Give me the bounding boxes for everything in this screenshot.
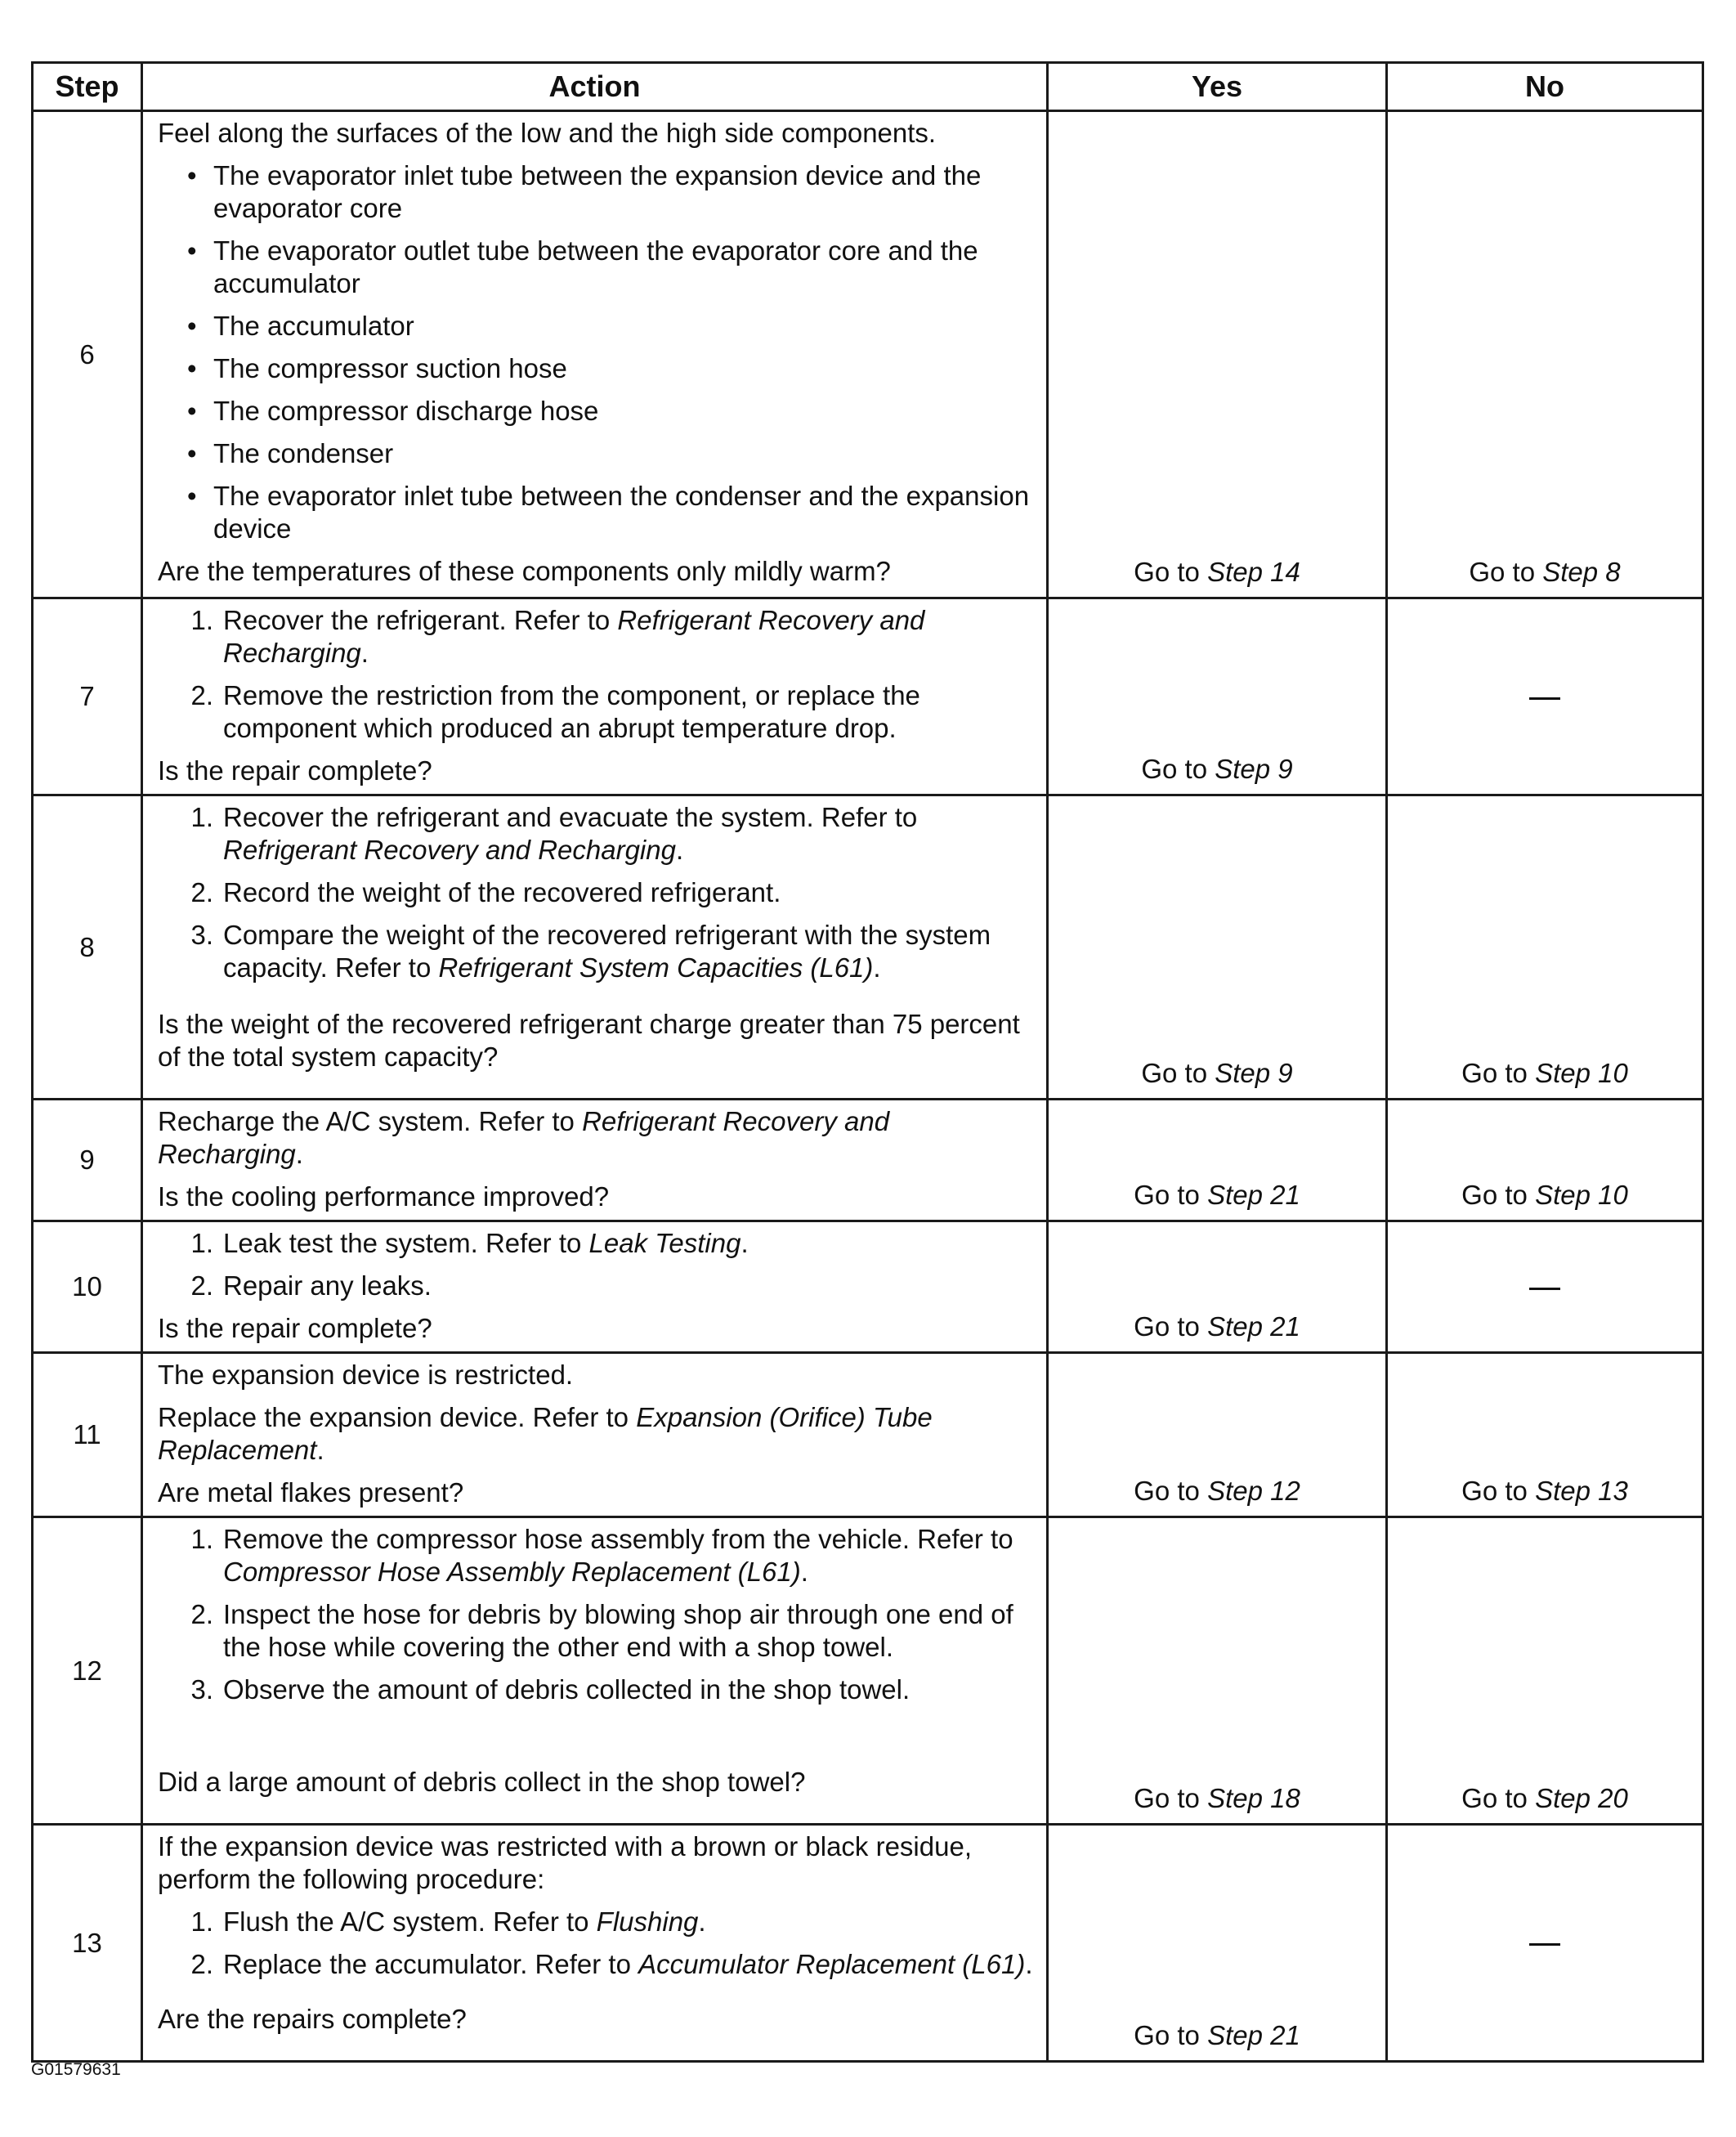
yes-cell [1048,1100,1387,1221]
goto-prefix: Go to [1461,1783,1528,1813]
text: Observe the amount of debris collected in the shop towel. [223,1674,911,1705]
yes-cell [1048,598,1387,795]
punctuation: . [316,1435,324,1465]
header-yes: Yes [1048,63,1387,111]
item-number: 3. [190,920,213,950]
text: Replace the accumulator. Refer to [223,1949,631,1979]
table-body [33,111,1703,2062]
no-answer-dash [1529,1288,1560,1290]
numbered-item [158,801,1035,867]
numbered-list [158,1906,1035,1981]
step-number: 12 [33,1517,142,1825]
no-cell [1387,795,1703,1100]
no-cell [1387,1353,1703,1517]
yes-cell [1048,1221,1387,1353]
punctuation: . [698,1906,706,1937]
item-number: 1. [190,1228,213,1258]
action-paragraph [158,1830,1035,1896]
bullet-item: • The compressor discharge hose [158,395,1035,428]
text: Recover the refrigerant. Refer to [223,605,611,635]
header-row [33,63,1703,111]
goto-prefix: Go to [1461,1476,1528,1506]
reference-link: Accumulator Replacement (L61) [638,1949,1026,1979]
goto-prefix: Go to [1134,1783,1200,1813]
no-cell [1387,1517,1703,1825]
item-number: 3. [190,1674,213,1705]
text: If the expansion device was restricted with a brown or black residue, perform the following procedure: [158,1831,972,1894]
step-number: 7 [33,598,142,795]
numbered-item [158,679,1035,745]
numbered-item [158,876,1035,909]
goto-prefix: Go to [1134,557,1200,587]
bullet-item: • The evaporator outlet tube between the evaporator core and the accumulator [158,235,1035,300]
goto-prefix: Go to [1134,1311,1200,1342]
goto-step-ref: Step 21 [1207,1311,1300,1342]
step-number: 8 [33,795,142,1100]
text: Recharge the A/C system. Refer to [158,1106,575,1136]
goto-step-ref: Step 18 [1207,1783,1300,1813]
table-row [33,1221,1703,1353]
yes-cell [1048,1825,1387,2062]
goto-prefix: Go to [1461,1058,1528,1088]
item-number: 2. [190,1270,213,1301]
table-row [33,1517,1703,1825]
reference-link: Refrigerant Recovery and Recharging [158,1106,890,1169]
numbered-item [158,604,1035,670]
item-number: 1. [190,605,213,635]
item-number: 2. [190,1949,213,1979]
goto-step-ref: Step 8 [1542,557,1621,587]
action-question: Are metal flakes present? [158,1477,464,1508]
no-cell [1387,1100,1703,1221]
punctuation: . [1025,1949,1033,1979]
bullet-item: • The condenser [158,437,1035,470]
header-step: Step [33,63,142,111]
text: Remove the restriction from the component, or replace the component which produced an abrupt temperature drop. [223,680,920,743]
reference-link: Refrigerant System Capacities (L61) [438,952,874,983]
bullet-item: • The compressor suction hose [158,352,1035,385]
punctuation: . [740,1228,749,1258]
numbered-item [158,1270,1035,1302]
table-row [33,1100,1703,1221]
numbered-item [158,1227,1035,1260]
action-question: Is the repair complete? [158,755,432,786]
punctuation: . [675,835,684,865]
action-cell [142,111,1048,598]
text: Record the weight of the recovered refrigerant. [223,877,781,907]
text: Recover the refrigerant and evacuate the system. Refer to [223,802,918,832]
reference-link: Compressor Hose Assembly Replacement (L61) [223,1557,801,1587]
text: Repair any leaks. [223,1270,432,1301]
diagnostic-document [31,61,1702,2063]
step-number: 11 [33,1353,142,1517]
action-paragraph [158,1401,1035,1467]
goto-step-ref: Step 20 [1535,1783,1628,1813]
goto-prefix: Go to [1134,1476,1200,1506]
table-row [33,795,1703,1100]
numbered-item [158,1598,1035,1664]
goto-step-ref: Step 14 [1207,557,1300,587]
action-cell [142,1100,1048,1221]
numbered-list [158,801,1035,984]
table-row [33,1353,1703,1517]
numbered-item [158,1673,1035,1706]
goto-step-ref: Step 9 [1215,1058,1293,1088]
numbered-list [158,1523,1035,1706]
yes-cell [1048,795,1387,1100]
punctuation: . [873,952,881,983]
action-question: Are the temperatures of these components only mildly warm? [158,556,891,586]
bullet-item: • The accumulator [158,310,1035,343]
reference-link: Leak Testing [588,1228,741,1258]
numbered-list [158,1227,1035,1302]
action-intro: Feel along the surfaces of the low and the high side components. [158,118,937,148]
item-number: 2. [190,680,213,710]
action-cell [142,598,1048,795]
step-number: 9 [33,1100,142,1221]
diagnostic-table [31,61,1704,2063]
bullet-item: • The evaporator inlet tube between the expansion device and the evaporator core [158,159,1035,225]
goto-prefix: Go to [1141,754,1208,784]
step-number: 6 [33,111,142,598]
action-cell [142,1517,1048,1825]
punctuation: . [295,1139,303,1169]
item-number: 1. [190,1524,213,1554]
table-row [33,1825,1703,2062]
figure-id: G01579631 [31,2060,121,2079]
no-cell [1387,1221,1703,1353]
reference-link: Refrigerant Recovery and Recharging [223,605,925,668]
text: Flush the A/C system. Refer to [223,1906,589,1937]
numbered-item [158,1523,1035,1588]
step-number: 10 [33,1221,142,1353]
reference-link: Refrigerant Recovery and Recharging [223,835,676,865]
goto-prefix: Go to [1134,1180,1200,1210]
text: Replace the expansion device. Refer to [158,1402,629,1432]
punctuation: . [800,1557,808,1587]
numbered-item [158,919,1035,984]
reference-link: Expansion (Orifice) Tube Replacement [158,1402,933,1465]
goto-step-ref: Step 21 [1207,1180,1300,1210]
goto-step-ref: Step 21 [1207,2020,1300,2050]
text: Remove the compressor hose assembly from the vehicle. Refer to [223,1524,1013,1554]
no-cell [1387,111,1703,598]
text: Leak test the system. Refer to [223,1228,582,1258]
yes-cell [1048,1517,1387,1825]
step-number: 13 [33,1825,142,2062]
goto-prefix: Go to [1141,1058,1208,1088]
table-row [33,598,1703,795]
table-row [33,111,1703,598]
item-number: 2. [190,877,213,907]
text: Compare the weight of the recovered refrigerant with the system capacity. Refer to [223,920,991,983]
header-action: Action [142,63,1048,111]
action-cell [142,1353,1048,1517]
reference-link: Flushing [596,1906,699,1937]
item-number: 2. [190,1599,213,1629]
action-cell [142,1825,1048,2062]
action-cell [142,795,1048,1100]
numbered-list [158,604,1035,745]
action-cell [142,1221,1048,1353]
numbered-item [158,1948,1035,1981]
no-cell [1387,1825,1703,2062]
punctuation: . [360,638,369,668]
yes-cell [1048,111,1387,598]
no-answer-dash [1529,1943,1560,1946]
no-cell [1387,598,1703,795]
bullet-item: • The evaporator inlet tube between the condenser and the expansion device [158,480,1035,545]
header-no: No [1387,63,1703,111]
no-answer-dash [1529,697,1560,700]
action-question: Did a large amount of debris collect in the shop towel? [158,1767,806,1797]
goto-prefix: Go to [1461,1180,1528,1210]
goto-step-ref: Step 12 [1207,1476,1300,1506]
action-question: Is the repair complete? [158,1313,432,1343]
action-paragraph [158,1359,1035,1391]
goto-prefix: Go to [1134,2020,1200,2050]
goto-prefix: Go to [1469,557,1536,587]
text: The expansion device is restricted. [158,1360,574,1390]
action-question: Is the weight of the recovered refrigerant charge greater than 75 percent of the total system capacity? [158,1009,1020,1072]
goto-step-ref: Step 10 [1535,1180,1628,1210]
item-number: 1. [190,802,213,832]
yes-cell [1048,1353,1387,1517]
action-question: Is the cooling performance improved? [158,1181,610,1212]
item-number: 1. [190,1906,213,1937]
goto-step-ref: Step 13 [1535,1476,1628,1506]
bullet-list [158,159,1035,545]
goto-step-ref: Step 10 [1535,1058,1628,1088]
goto-step-ref: Step 9 [1215,754,1293,784]
numbered-item [158,1906,1035,1938]
action-paragraph [158,1105,1035,1171]
action-question: Are the repairs complete? [158,2004,467,2034]
text: Inspect the hose for debris by blowing shop air through one end of the hose while covering the other end with a shop towel. [223,1599,1013,1662]
